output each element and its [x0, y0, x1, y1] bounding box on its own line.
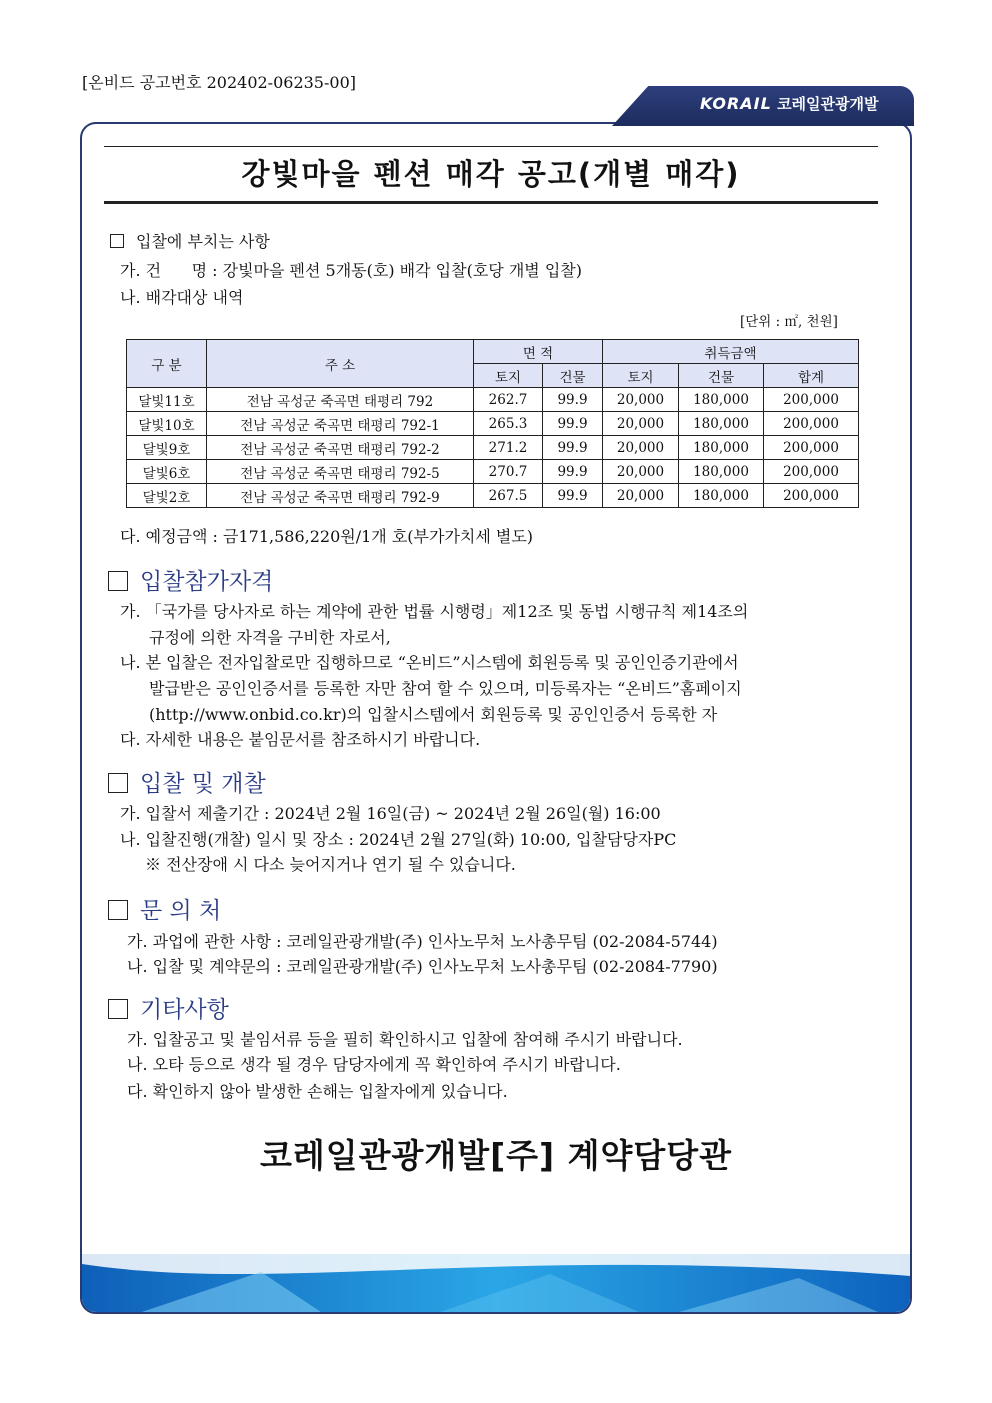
section2-line4: 발급받은 공인인증서를 등록한 자만 참여 할 수 있으며, 미등록자는 “온비드”홈페이지	[149, 679, 742, 698]
cell-building-area: 99.9	[543, 436, 603, 460]
cell-building-price: 180,000	[679, 460, 764, 484]
section5-line2: 나. 오타 등으로 생각 될 경우 담당자에게 꼭 확인하여 주시기 바랍니다.	[127, 1055, 621, 1074]
header-price: 취득금액	[603, 340, 859, 364]
checkbox-icon	[108, 571, 128, 591]
section2-line3: 나. 본 입찰은 전자입찰로만 집행하므로 “온비드”시스템에 회원등록 및 공인인증기관에서	[120, 653, 739, 672]
checkbox-icon	[108, 900, 128, 920]
notice-serial: [온비드 공고번호 202402-06235-00]	[82, 73, 356, 92]
cell-total: 200,000	[764, 388, 859, 412]
title-box	[104, 146, 878, 204]
section3-line2: 나. 입찰진행(개찰) 일시 및 장소 : 2024년 2월 27일(화) 10:00, 입찰담당자PC	[120, 830, 677, 849]
cell-land-area: 267.5	[474, 484, 543, 508]
table-row	[127, 484, 859, 508]
korail-logo	[700, 93, 879, 114]
header-address: 주 소	[207, 340, 474, 388]
cell-land-price: 20,000	[603, 388, 679, 412]
header-building: 건물	[543, 364, 603, 388]
header-kind: 구 분	[127, 340, 207, 388]
section4-head	[108, 892, 221, 925]
cell-land-area: 271.2	[474, 436, 543, 460]
cell-address: 전남 곡성군 죽곡면 태평리 792-5	[207, 460, 474, 484]
page-title: 강빛마을 펜션 매각 공고(개별 매각)	[241, 157, 741, 191]
cell-total: 200,000	[764, 460, 859, 484]
logo-company: 코레일관광개발	[777, 95, 879, 113]
section2-title: 입찰참가자격	[140, 569, 274, 595]
table-row	[127, 388, 859, 412]
section1-item-b: 나. 배각대상 내역	[120, 288, 244, 307]
cell-total: 200,000	[764, 412, 859, 436]
checkbox-icon	[110, 234, 124, 248]
cell-land-area: 270.7	[474, 460, 543, 484]
section1-head	[110, 229, 270, 252]
cell-building-price: 180,000	[679, 484, 764, 508]
cell-land-area: 262.7	[474, 388, 543, 412]
cell-kind: 달빛2호	[127, 484, 207, 508]
header-area: 면 적	[474, 340, 603, 364]
cell-land-area: 265.3	[474, 412, 543, 436]
section1-item-a	[120, 258, 582, 281]
unit-label: [단위 : ㎡, 천원]	[740, 314, 838, 330]
sale-items-table	[126, 339, 859, 508]
signature: 코레일관광개발[주] 계약담당관	[259, 1136, 733, 1175]
section1-title: 입찰에 부치는 사항	[136, 232, 270, 251]
section1-item-c: 다. 예정금액 : 금171,586,220원/1개 호(부가가치세 별도)	[120, 527, 534, 546]
cell-building-price: 180,000	[679, 388, 764, 412]
section3-note: ※ 전산장애 시 다소 늦어지거나 연기 될 수 있습니다.	[145, 855, 516, 874]
cell-land-price: 20,000	[603, 460, 679, 484]
header-building-price: 건물	[679, 364, 764, 388]
cell-kind: 달빛6호	[127, 460, 207, 484]
cell-building-area: 99.9	[543, 484, 603, 508]
cell-address: 전남 곡성군 죽곡면 태평리 792-1	[207, 412, 474, 436]
section4-line2: 나. 입찰 및 계약문의 : 코레일관광개발(주) 인사노무처 노사총무팀 (02-2084-7790)	[127, 957, 718, 976]
cell-total: 200,000	[764, 484, 859, 508]
section3-line1: 가. 입찰서 제출기간 : 2024년 2월 16일(금) ~ 2024년 2월 26일(월) 16:00	[120, 804, 661, 823]
header-land-price: 토지	[603, 364, 679, 388]
footer-wave	[82, 1254, 910, 1312]
header-total: 합계	[764, 364, 859, 388]
cell-kind: 달빛9호	[127, 436, 207, 460]
header-land: 토지	[474, 364, 543, 388]
checkbox-icon	[108, 999, 128, 1019]
cell-land-price: 20,000	[603, 412, 679, 436]
cell-address: 전남 곡성군 죽곡면 태평리 792	[207, 388, 474, 412]
cell-building-price: 180,000	[679, 412, 764, 436]
cell-kind: 달빛10호	[127, 412, 207, 436]
section2-head	[108, 563, 273, 596]
section4-line1: 가. 과업에 관한 사항 : 코레일관광개발(주) 인사노무처 노사총무팀 (02-2084-5744)	[127, 932, 718, 951]
cell-address: 전남 곡성군 죽곡면 태평리 792-9	[207, 484, 474, 508]
logo-brand: KORAIL	[700, 94, 772, 113]
cell-total: 200,000	[764, 436, 859, 460]
section5-title: 기타사항	[140, 997, 229, 1023]
cell-land-price: 20,000	[603, 436, 679, 460]
cell-building-area: 99.9	[543, 412, 603, 436]
table-row	[127, 460, 859, 484]
cell-building-area: 99.9	[543, 460, 603, 484]
item-a-text: 강빛마을 펜션 5개동(호) 배각 입찰(호당 개별 입찰)	[222, 261, 582, 280]
cell-address: 전남 곡성군 죽곡면 태평리 792-2	[207, 436, 474, 460]
item-a-label: 가. 건 명 :	[120, 261, 218, 280]
cell-building-price: 180,000	[679, 436, 764, 460]
cell-kind: 달빛11호	[127, 388, 207, 412]
section2-line2: 규정에 의한 자격을 구비한 자로서,	[149, 628, 391, 647]
section4-title: 문 의 처	[140, 898, 222, 924]
section2-line6: 다. 자세한 내용은 붙임문서를 참조하시기 바랍니다.	[120, 730, 481, 749]
table-row	[127, 436, 859, 460]
cell-building-area: 99.9	[543, 388, 603, 412]
section5-head	[108, 991, 229, 1024]
cell-land-price: 20,000	[603, 484, 679, 508]
section5-line3: 다. 확인하지 않아 발생한 손해는 입찰자에게 있습니다.	[127, 1082, 508, 1101]
section5-line1: 가. 입찰공고 및 붙임서류 등을 필히 확인하시고 입찰에 참여해 주시기 바랍니다.	[127, 1030, 683, 1049]
table-row	[127, 412, 859, 436]
section2-line1: 가. 「국가를 당사자로 하는 계약에 관한 법률 시행령」제12조 및 동법 시행규칙 제14조의	[120, 602, 749, 621]
section2-line5: (http://www.onbid.co.kr)의 입찰시스템에서 회원등록 및 공인인증서 등록한 자	[149, 705, 718, 724]
section3-title: 입찰 및 개찰	[140, 771, 266, 797]
section3-head	[108, 765, 266, 798]
checkbox-icon	[108, 773, 128, 793]
